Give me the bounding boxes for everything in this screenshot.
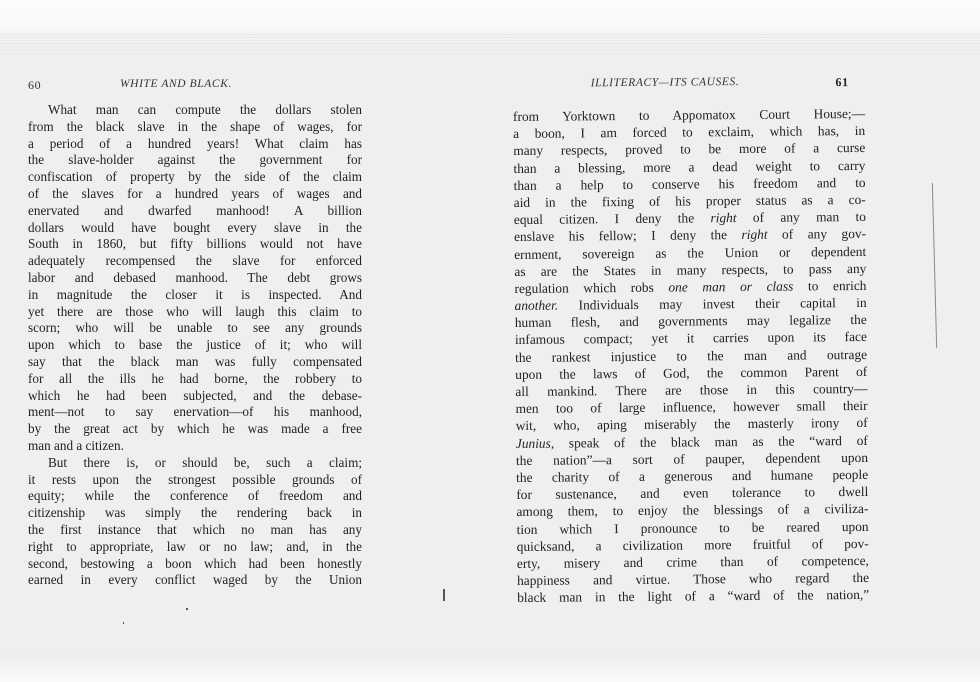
text-run: than a blessing, more a dead weight to carry <box>513 157 866 176</box>
text-run: erty, misery and crime than of competence, <box>516 552 869 571</box>
text-run: all mankind. There are those in this country— <box>515 380 868 399</box>
text-line: the slave-holder against the government for <box>28 152 362 168</box>
text-line: ment—not to say enervation—of his manhood, <box>28 404 362 420</box>
scan-bottom-margin <box>0 655 980 682</box>
scan-top-margin <box>0 0 980 38</box>
text-run: than a help to conserve his freedom and to <box>513 174 866 193</box>
text-line: But there is, or should be, such a claim; <box>48 454 362 470</box>
text-line: What man can compute the dollars stolen <box>48 102 362 117</box>
text-run: a boon, I am forced to exclaim, which has, in <box>513 123 866 142</box>
text-line: yet there are those who will laugh this claim to <box>28 303 362 319</box>
text-line: of the slaves for a hundred years of wages and <box>28 185 362 201</box>
text-run: from Yorktown to Appomatox Court House;— <box>512 105 866 124</box>
text-line: a period of a hundred years! What claim has <box>28 135 362 151</box>
text-line: earned in every conflict waged by the Union <box>28 572 362 588</box>
text-run: aid in the fixing of his proper status as a co- <box>513 191 866 210</box>
text-run: infamous compact; yet it carries upon its face <box>514 329 867 348</box>
left-running-head: WHITE AND BLACK. <box>120 78 232 90</box>
right-page-header <box>513 75 865 94</box>
text-line: South in 1860, but fifty billions would not have <box>28 236 362 252</box>
text-line: citizenship was simply the rendering back in <box>28 505 362 521</box>
text-line: from the black slave in the shape of wages, for <box>28 118 362 134</box>
text-run: ernment, sovereign as the Union or dependent <box>514 243 867 262</box>
text-line: upon which to base the justice of it; who will <box>28 337 362 353</box>
text-run: , speak of the black man as the “ward of <box>550 432 868 451</box>
text-line: scorn; who will be unable to see any grounds <box>28 320 362 336</box>
text-line: by the great act by which he was made a free <box>28 421 362 437</box>
text-run: Individuals may invest their capital in <box>558 294 867 313</box>
text-run: as are the States in many respects, to pass any <box>514 260 867 279</box>
text-line: confiscation of property by the side of the claim <box>28 169 362 185</box>
italic-text: one man or class <box>668 278 794 295</box>
text-run: quicksand, a civilization more fruitful of pov- <box>516 535 869 554</box>
text-line: say that the black man was fully compensated <box>28 353 362 369</box>
text-run: the rankest injustice to the man and outrage <box>515 346 868 365</box>
text-run: of any gov- <box>767 226 867 243</box>
text-run: human flesh, and governments may legalize the <box>514 312 867 331</box>
text-line: dollars would have bought every slave in the <box>28 219 362 235</box>
right-page-number: 61 <box>835 75 849 90</box>
right-page-body <box>513 105 869 606</box>
text-run: many respects, proved to be more of a curse <box>513 140 866 159</box>
text-run: black man in the light of a “ward of the nation,” <box>517 587 870 606</box>
scan-speck <box>123 622 124 624</box>
text-line: enervated and dwarfed manhood! A billion <box>28 202 362 218</box>
text-run: to enrich <box>793 277 867 294</box>
scan-artifact-band <box>0 34 980 50</box>
right-running-head: ILLITERACY—ITS CAUSES. <box>590 76 740 90</box>
text-line: adequately recompensed the slave for enforced <box>28 253 362 269</box>
text-run: happiness and virtue. Those who regard the <box>516 569 870 589</box>
left-page-number: 60 <box>28 78 42 92</box>
text-line: second, bestowing a boon which had been honestly <box>28 555 362 571</box>
text-line: in magnitude the closer it is inspected. And <box>28 286 362 302</box>
text-run: equal citizen. I deny the <box>513 210 711 228</box>
text-run: upon the laws of God, the common Parent of <box>515 363 868 382</box>
italic-text: right <box>710 210 737 226</box>
text-run: among them, to enjoy the blessings of a civiliza- <box>516 501 869 520</box>
text-line: right to appropriate, law or no law; and, in the <box>28 538 362 554</box>
italic-text: right <box>741 227 768 243</box>
text-line <box>517 586 869 606</box>
text-run: tion which I pronounce to be reared upon <box>516 518 869 537</box>
text-run: of any man to <box>736 209 866 226</box>
text-line: the first instance that which no man has any <box>28 521 362 537</box>
left-page-header <box>28 78 362 94</box>
text-line: equity; while the conference of freedom and <box>28 488 362 504</box>
text-line: it rests upon the strongest possible grounds of <box>28 471 362 487</box>
text-run: enslave his fellow; I deny the <box>513 227 742 245</box>
text-run: wit, who, aping miserably the masterly irony of <box>515 415 868 434</box>
scan-speck <box>186 608 188 610</box>
margin-pencil-mark <box>932 183 937 348</box>
text-line: man and a citizen. <box>28 437 124 453</box>
text-run: regulation which robs <box>514 279 669 296</box>
text-line: for all the ills he had borne, the robbery to <box>28 370 362 386</box>
text-run: for sustenance, and even tolerance to dwell <box>516 484 869 503</box>
gutter-mark <box>443 589 445 601</box>
italic-text: Junius <box>515 435 551 451</box>
text-line: labor and debased manhood. The debt grows <box>28 269 362 285</box>
left-page-body <box>28 102 362 589</box>
text-line: which he had been subjected, and the debase- <box>28 387 362 403</box>
text-run: men too of large influence, however small their <box>515 398 868 417</box>
italic-text: another. <box>514 297 559 314</box>
text-run: the charity of a generous and humane people <box>516 466 869 485</box>
text-run: the nation”—a sort of pauper, dependent upon <box>515 449 869 468</box>
